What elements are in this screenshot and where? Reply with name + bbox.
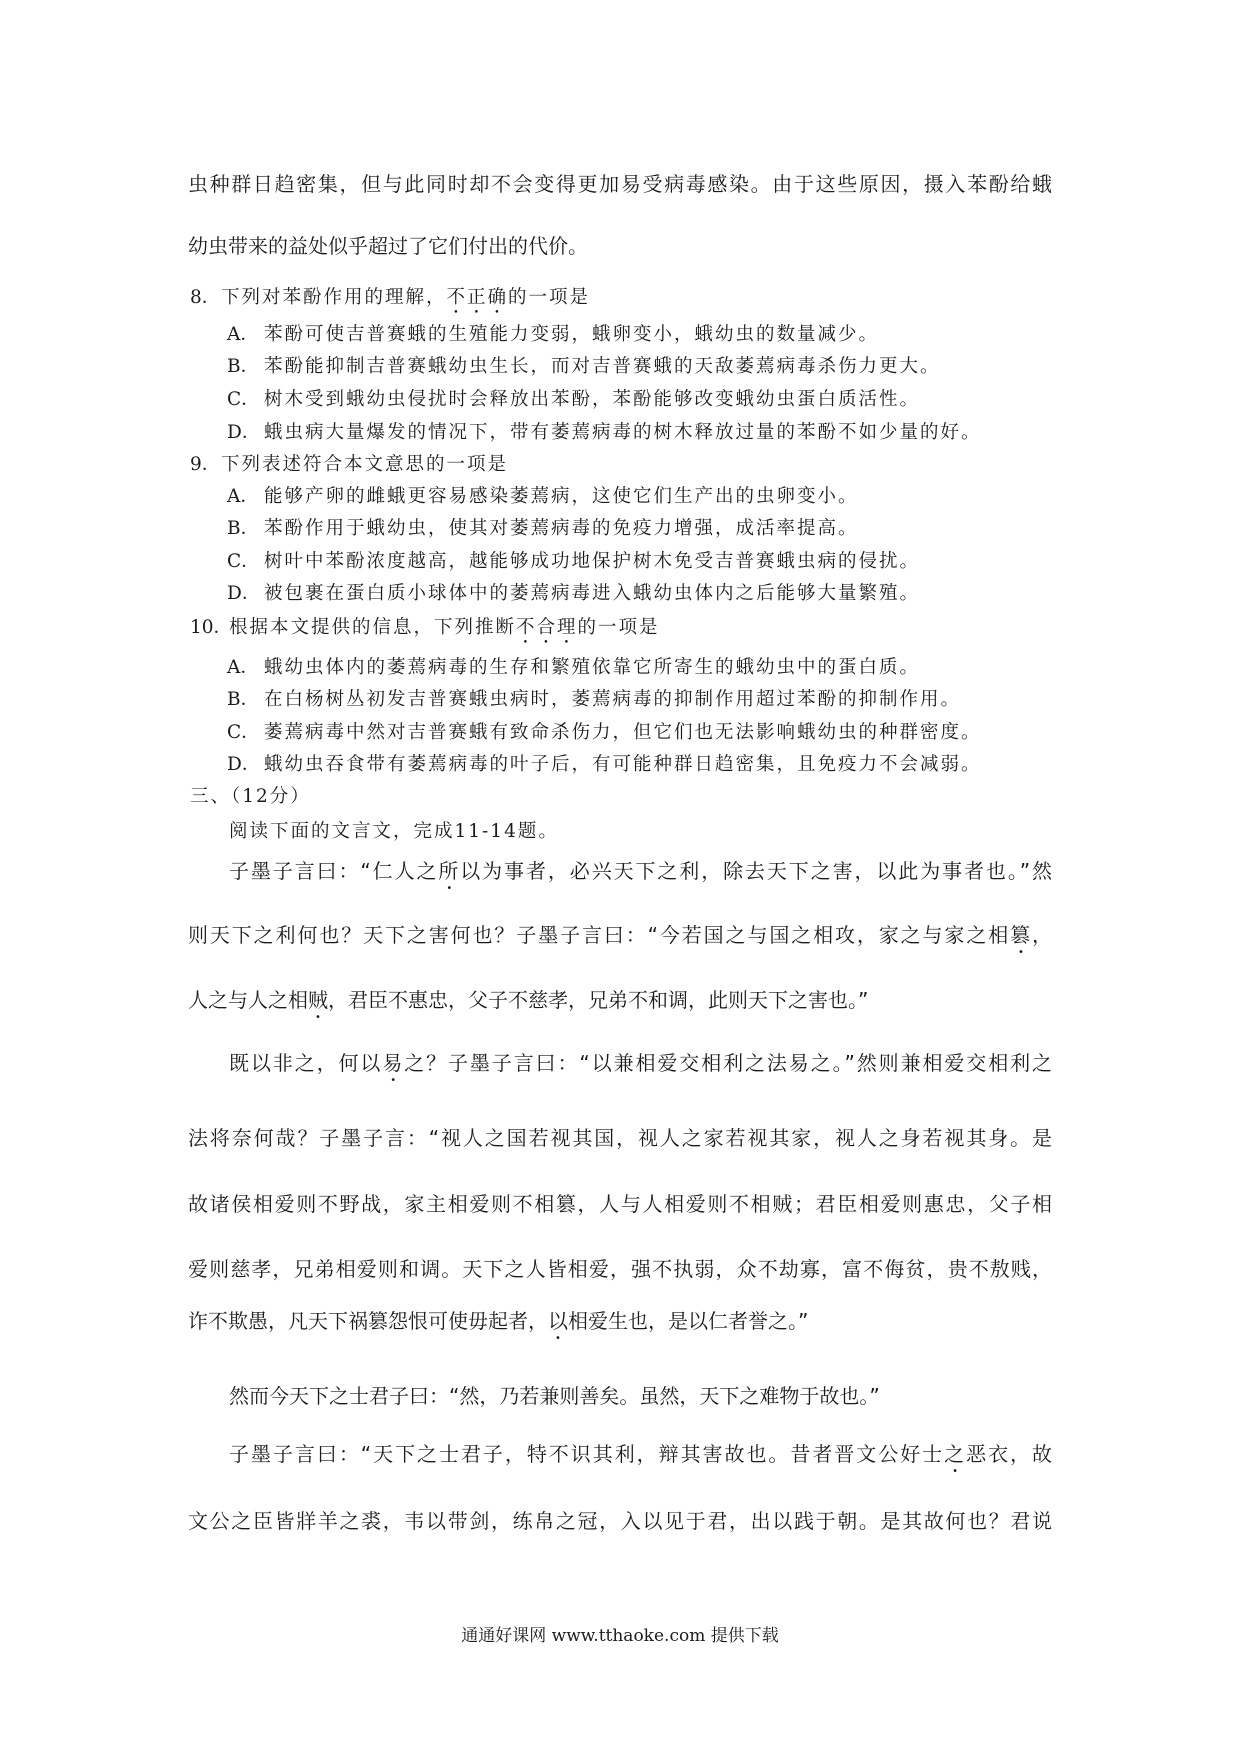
option-text: 苯酚可使吉普赛蛾的生殖能力变弱，蛾卵变小，蛾幼虫的数量减少。 — [264, 324, 880, 345]
option-text: 能够产卵的雌蛾更容易感染萎蔫病，这使它们生产出的虫卵变小。 — [264, 486, 859, 507]
line-text: ，君臣不惠忠，父子不慈孝，兄弟不和调，此则天下之害也。” — [328, 988, 869, 1012]
option-label: C． — [227, 389, 260, 410]
line-text: 故诸侯相爱则不野战，家主相爱则不相篡，人与人相爱则不相贼；君臣相爱则惠忠，父子相 — [188, 1192, 1052, 1216]
classical-text-line — [188, 1122, 1052, 1154]
option-label: D． — [227, 422, 261, 443]
classical-text-line — [188, 1188, 1052, 1220]
emphasized-text: 贼 — [308, 988, 328, 1012]
question-8-option-b — [227, 353, 941, 381]
classical-text-line — [188, 1505, 1052, 1537]
classical-text-line — [188, 1253, 1052, 1285]
emphasized-text: 不正确 — [446, 287, 509, 308]
question-10-stem — [190, 614, 660, 642]
option-label: A． — [227, 486, 259, 507]
classical-text-line — [188, 1305, 1052, 1337]
question-8-stem — [190, 284, 590, 312]
question-8-option-a — [227, 321, 879, 349]
question-10-option-a — [227, 654, 920, 682]
option-text: 树叶中苯酚浓度越高，越能够成功地保护树木免受吉普赛蛾虫病的侵扰。 — [264, 551, 921, 572]
emphasized-text: 之 — [944, 1442, 967, 1466]
section-heading: 三、（12分） — [190, 786, 311, 807]
passage-line: 幼虫带来的益处似乎超过了它们付出的代价。 — [188, 234, 588, 258]
line-text: 爱则慈孝，兄弟相爱则和调。天下之人皆相爱，强不执弱，众不劫寡，富不侮贫，贵不敖贱， — [188, 1257, 1052, 1281]
line-text: 既以非之，何以 — [229, 1051, 383, 1075]
classical-text-line — [188, 919, 1052, 951]
line-text: 人之与人之相 — [188, 988, 308, 1012]
question-number: 8． — [190, 287, 221, 308]
classical-text-line — [229, 1380, 1052, 1412]
option-label: D． — [227, 754, 261, 775]
option-text: 蛾虫病大量爆发的情况下，带有萎蔫病毒的树木释放过量的苯酚不如少量的好。 — [264, 422, 982, 443]
line-text: 恶衣，故 — [966, 1442, 1052, 1466]
option-text: 苯酚作用于蛾幼虫，使其对萎蔫病毒的免疫力增强，成活率提高。 — [264, 518, 859, 539]
line-text: 子墨子言曰：“天下之士君子，特不识其利，辩其害故也。昔者晋文公好士 — [229, 1442, 945, 1466]
option-text: 树木受到蛾幼虫侵扰时会释放出苯酚，苯酚能够改变蛾幼虫蛋白质活性。 — [264, 389, 921, 410]
emphasized-text: 不合理 — [516, 617, 578, 638]
stem-text: 下列对苯酚作用的理解， — [221, 287, 447, 308]
question-10-option-d — [227, 751, 982, 779]
line-text: 文公之臣皆牂羊之裘，韦以带剑，练帛之冠，入以见于君，出以践于朝。是其故何也？君说 — [188, 1509, 1052, 1533]
option-label: D． — [227, 583, 261, 604]
line-text: 则天下之利何也？天下之害何也？子墨子言曰：“今若国之与国之相攻，家之与家之相 — [188, 923, 1011, 947]
option-label: B． — [227, 689, 260, 710]
question-number: 9． — [190, 454, 221, 475]
option-text: 萎蔫病毒中然对吉普赛蛾有致命杀伤力，但它们也无法影响蛾幼虫的种群密度。 — [264, 722, 982, 743]
emphasized-text: 篡 — [1010, 923, 1032, 947]
passage-line: 虫种群日趋密集，但与此同时却不会变得更加易受病毒感染。由于这些原因，摄入苯酚给蛾 — [188, 172, 1052, 196]
line-text: 子墨子言曰：“仁人之 — [229, 859, 439, 883]
page-footer: 通通好课网 www.tthaoke.com 提供下载 — [461, 1626, 779, 1646]
section-instruction: 阅读下面的文言文，完成11-14题。 — [229, 821, 559, 842]
stem-text: 根据本文提供的信息，下列推断 — [229, 617, 517, 638]
question-8-option-d — [227, 419, 982, 447]
option-label: C． — [227, 722, 260, 743]
option-text: 蛾幼虫体内的萎蔫病毒的生存和繁殖依靠它所寄生的蛾幼虫中的蛋白质。 — [264, 657, 921, 678]
option-text: 被包裹在蛋白质小球体中的萎蔫病毒进入蛾幼虫体内之后能够大量繁殖。 — [264, 583, 921, 604]
stem-text: 的一项是 — [508, 287, 591, 308]
question-9-option-c — [227, 548, 920, 576]
emphasized-text: 以 — [548, 1309, 568, 1333]
classical-text-line — [229, 1047, 1052, 1079]
option-label: A． — [227, 324, 259, 345]
question-9-option-d — [227, 580, 920, 608]
line-text: ， — [1032, 923, 1052, 947]
emphasized-text: 易 — [382, 1051, 405, 1075]
question-8-option-c — [227, 386, 920, 414]
option-label: B． — [227, 518, 260, 539]
option-text: 蛾幼虫吞食带有萎蔫病毒的叶子后，有可能种群日趋密集，且免疫力不会减弱。 — [264, 754, 982, 775]
line-text: 法将奈何哉？子墨子言：“视人之国若视其国，视人之家若视其家，视人之身若视其身。是 — [188, 1126, 1052, 1150]
line-text: 然而今天下之士君子曰：“然，乃若兼则善矣。虽然，天下之难物于故也。” — [229, 1384, 880, 1408]
option-label: B． — [227, 356, 260, 377]
line-text: 之？子墨子言曰：“以兼相爱交相利之法易之。”然则兼相爱交相利之 — [404, 1051, 1052, 1075]
option-text: 在白杨树丛初发吉普赛蛾虫病时，萎蔫病毒的抑制作用超过苯酚的抑制作用。 — [264, 689, 962, 710]
classical-text-line — [229, 855, 1052, 887]
emphasized-text: 所 — [438, 859, 461, 883]
line-text: 相爱生也，是以仁者誉之。” — [568, 1309, 809, 1333]
question-number: 10． — [190, 617, 233, 638]
option-label: C． — [227, 551, 260, 572]
line-text: 以为事者，必兴天下之利，除去天下之害，以此为事者也。”然 — [460, 859, 1052, 883]
option-label: A． — [227, 657, 259, 678]
question-10-option-c — [227, 719, 982, 747]
stem-text: 下列表述符合本文意思的一项是 — [221, 454, 509, 475]
question-9-option-b — [227, 515, 859, 543]
line-text: 诈不欺愚，凡天下祸篡怨恨可使毋起者， — [188, 1309, 548, 1333]
question-9-stem — [190, 451, 508, 479]
classical-text-line — [188, 984, 1052, 1016]
question-10-option-b — [227, 686, 961, 714]
classical-text-line — [229, 1438, 1052, 1470]
question-9-option-a — [227, 483, 859, 511]
stem-text: 的一项是 — [577, 617, 660, 638]
option-text: 苯酚能抑制吉普赛蛾幼虫生长，而对吉普赛蛾的天敌萎蔫病毒杀伤力更大。 — [264, 356, 941, 377]
